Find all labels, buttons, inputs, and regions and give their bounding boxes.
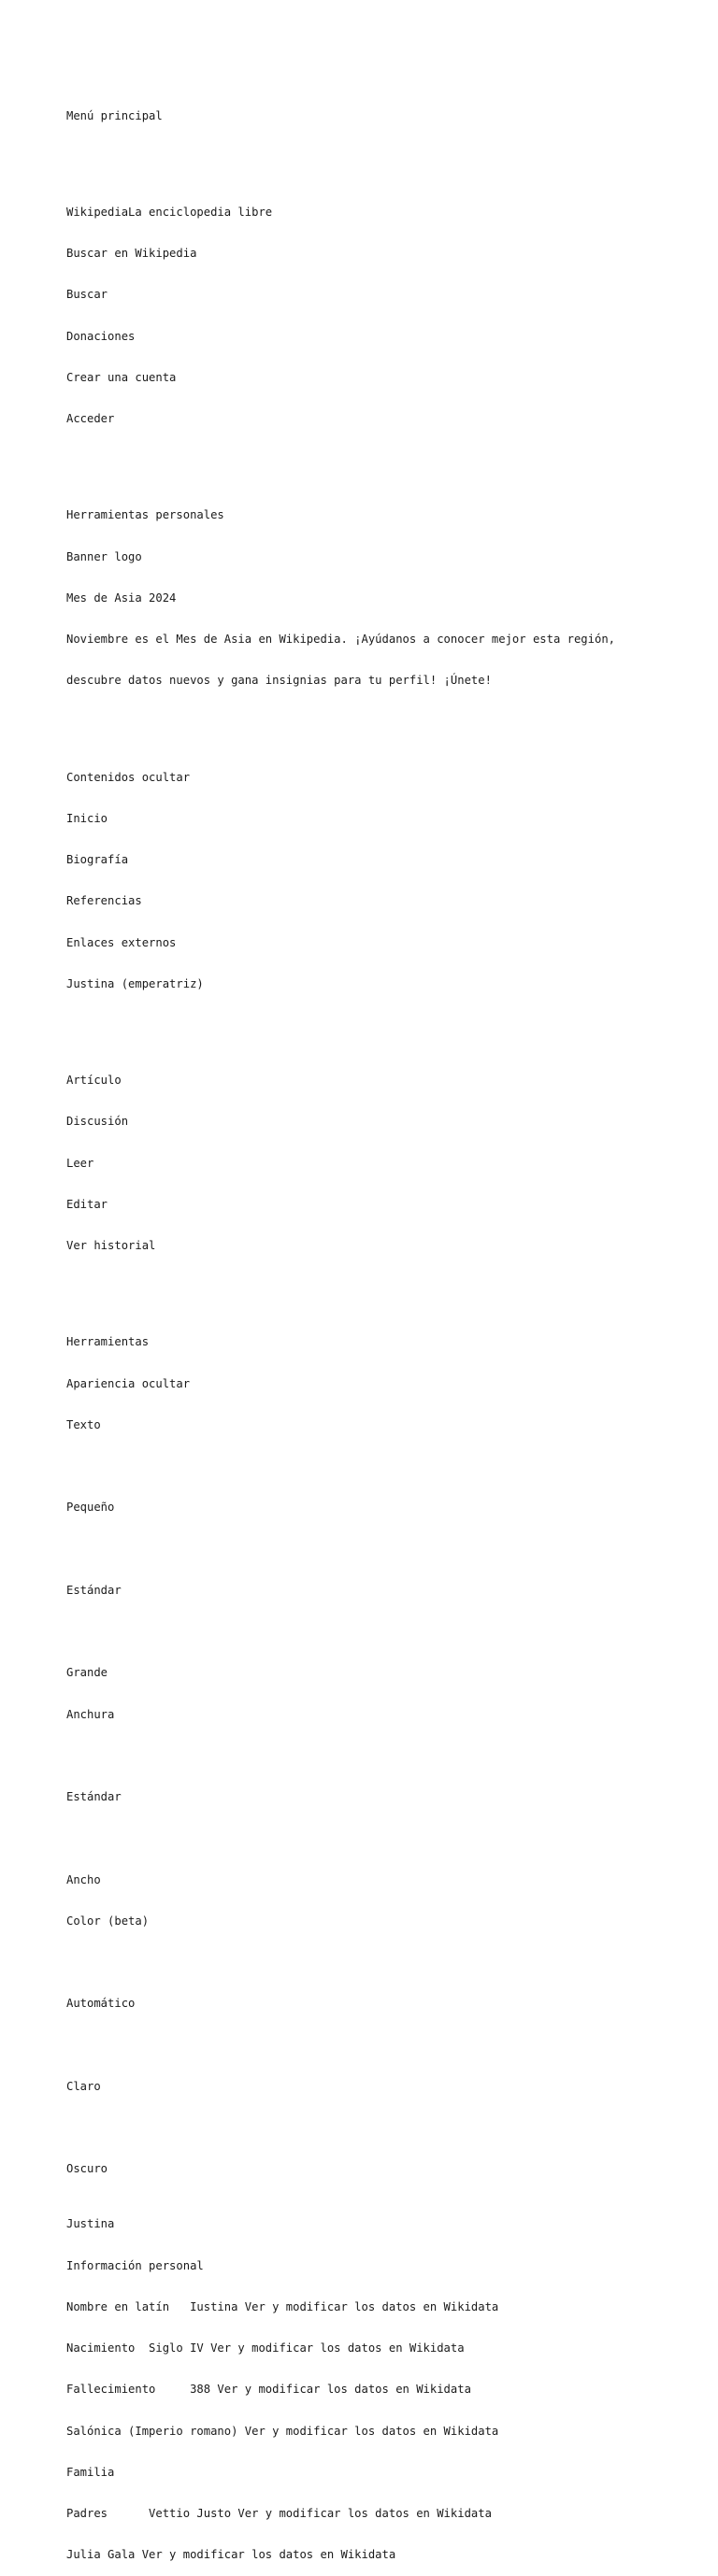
infobox-title: Justina <box>66 2217 115 2231</box>
infobox-section-personal: Información personal <box>66 2258 204 2272</box>
infobox-row-latin-name[interactable]: Nombre en latín Iustina Ver y modificar los datos en Wikidata <box>66 2299 499 2313</box>
page-title: Justina (emperatriz) <box>66 976 204 990</box>
text-size-small-radio[interactable]: Pequeño <box>66 1501 115 1515</box>
appearance-header[interactable]: Apariencia ocultar <box>66 1376 191 1390</box>
wikipedia-logo-link[interactable]: WikipediaLa enciclopedia libre <box>66 205 273 219</box>
banner-logo: Banner logo <box>66 549 142 563</box>
tab-history[interactable]: Ver historial <box>66 1239 156 1252</box>
login-link[interactable]: Acceder <box>66 412 115 425</box>
banner-title: Mes de Asia 2024 <box>66 591 177 605</box>
tab-discussion[interactable]: Discusión <box>66 1115 129 1129</box>
infobox-section-family: Familia <box>66 2465 115 2479</box>
infobox-row-death-place[interactable]: Salónica (Imperio romano) Ver y modificar los datos en Wikidata <box>66 2424 499 2438</box>
spacer <box>66 1459 711 1473</box>
color-light-radio[interactable]: Claro <box>66 2079 101 2093</box>
tab-edit[interactable]: Editar <box>66 1197 108 1211</box>
text-size-standard-radio[interactable]: Estándar <box>66 1583 122 1597</box>
search-button[interactable]: Buscar <box>66 288 108 302</box>
donations-link[interactable]: Donaciones <box>66 329 136 343</box>
spacer <box>66 150 711 164</box>
page-content <box>66 81 711 2576</box>
personal-tools-menu[interactable]: Herramientas personales <box>66 508 224 522</box>
spacer <box>66 1625 711 1639</box>
tab-article[interactable]: Artículo <box>66 1074 122 1087</box>
toc-item-enlaces-externos[interactable]: Enlaces externos <box>66 935 177 949</box>
spacer <box>66 716 711 730</box>
infobox-row-death[interactable]: Fallecimiento 388 Ver y modificar los datos en Wikidata <box>66 2383 471 2397</box>
color-dark-radio[interactable]: Oscuro <box>66 2162 108 2176</box>
spacer <box>66 1018 711 1032</box>
width-label: Anchura <box>66 1707 115 1721</box>
create-account-link[interactable]: Crear una cuenta <box>66 370 177 384</box>
spacer <box>66 1956 711 1970</box>
spacer <box>66 453 711 467</box>
toc-item-inicio[interactable]: Inicio <box>66 811 108 825</box>
toc-item-referencias[interactable]: Referencias <box>66 894 142 908</box>
tab-read[interactable]: Leer <box>66 1156 94 1170</box>
toc-header[interactable]: Contenidos ocultar <box>66 770 191 784</box>
spacer <box>66 1749 711 1763</box>
infobox-row-parents[interactable]: Padres Vettio Justo Ver y modificar los datos en Wikidata <box>66 2507 492 2520</box>
spacer <box>66 2039 711 2053</box>
tools-menu[interactable]: Herramientas <box>66 1335 150 1349</box>
infobox-row-parent-mother[interactable]: Julia Gala Ver y modificar los datos en Wikidata <box>66 2548 396 2562</box>
spacer <box>66 1280 711 1294</box>
search-input[interactable]: Buscar en Wikipedia <box>66 247 197 260</box>
infobox-row-birth[interactable]: Nacimiento Siglo IV Ver y modificar los datos en Wikidata <box>66 2341 465 2355</box>
text-size-large-radio[interactable]: Grande <box>66 1666 108 1680</box>
banner-text-line-1[interactable]: Noviembre es el Mes de Asia en Wikipedia. ¡Ayúdanos a conocer mejor esta región, <box>66 633 615 646</box>
spacer <box>66 1831 711 1845</box>
width-wide-radio[interactable]: Ancho <box>66 1872 101 1886</box>
main-menu-button[interactable]: Menú principal <box>66 108 163 122</box>
banner-text-line-2[interactable]: descubre datos nuevos y gana insignias para tu perfil! ¡Únete! <box>66 674 492 688</box>
text-size-label: Texto <box>66 1417 101 1431</box>
toc-item-biografia[interactable]: Biografía <box>66 853 129 866</box>
color-label: Color (beta) <box>66 1914 150 1928</box>
spacer <box>66 1543 711 1557</box>
width-standard-radio[interactable]: Estándar <box>66 1790 122 1803</box>
spacer <box>66 2121 711 2135</box>
color-automatic-radio[interactable]: Automático <box>66 1997 136 2011</box>
